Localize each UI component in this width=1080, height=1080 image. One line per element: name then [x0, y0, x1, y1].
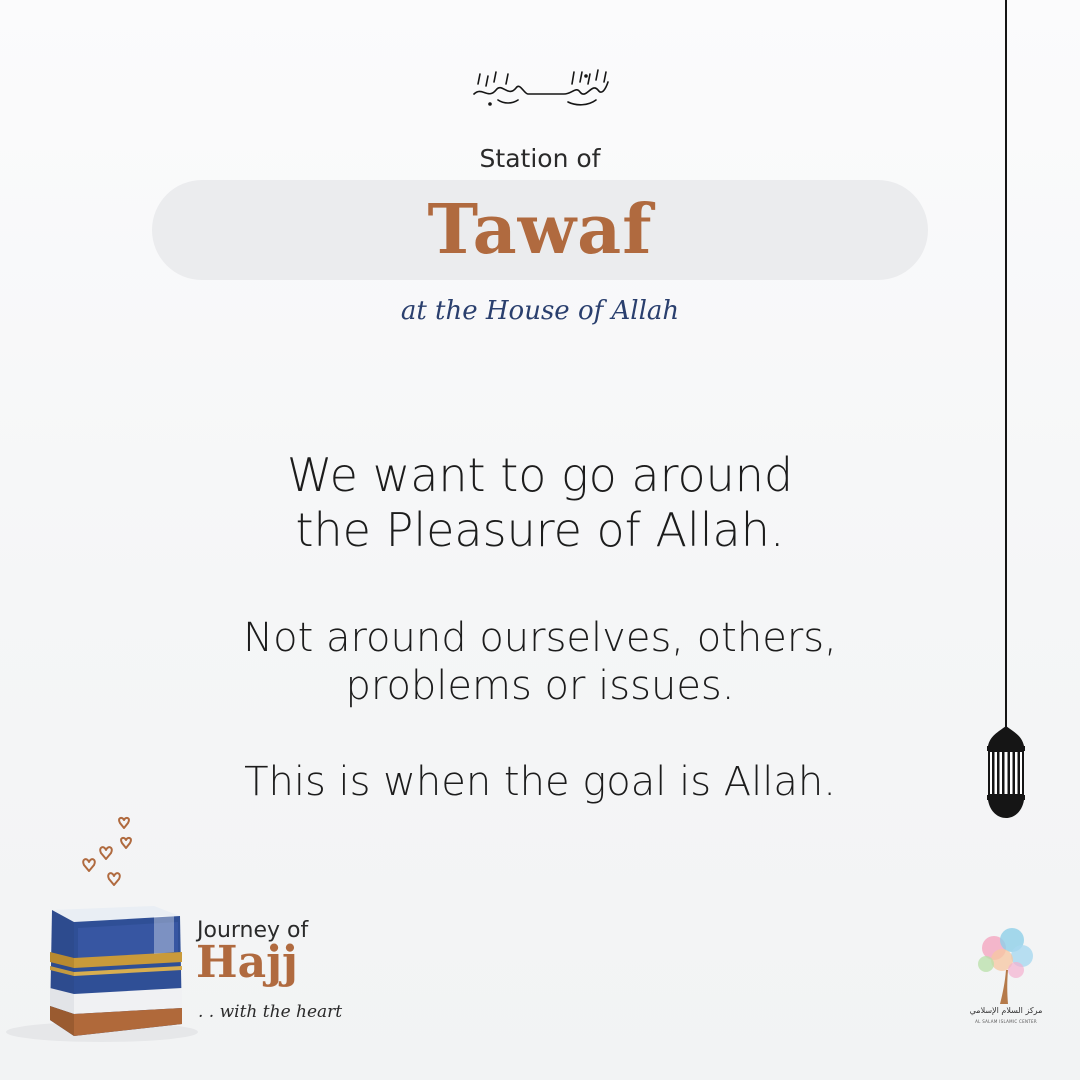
paragraph-1 [0, 448, 1080, 558]
hanging-lantern-icon [984, 724, 1028, 820]
org-name-english: AL SALAM ISLAMIC CENTER [975, 1019, 1037, 1024]
paragraph-2-line-1: Not around ourselves, others, [243, 615, 837, 661]
kaaba-watercolor-icon [4, 896, 200, 1046]
paragraph-2 [0, 614, 1080, 710]
hearts-doodle-icon [80, 812, 140, 896]
page-title: Tawaf [427, 190, 653, 270]
paragraph-1-line-1: We want to go around [286, 448, 794, 502]
basmala-calligraphy-icon [468, 64, 612, 110]
station-label: Station of [479, 144, 601, 173]
series-badge-line-1: Journey of [197, 918, 309, 943]
org-name-arabic: مركز السلام الإسلامي [969, 1006, 1043, 1015]
paragraph-3 [0, 758, 1080, 806]
paragraph-3-line-1: This is when the goal is Allah. [244, 759, 836, 805]
subtitle: at the House of Allah [400, 296, 680, 326]
tree-logo-icon [972, 926, 1040, 1008]
lantern-cord [1005, 0, 1007, 728]
paragraph-1-line-2: the Pleasure of Allah. [295, 503, 785, 558]
series-badge-tagline: . . with the heart [198, 1002, 343, 1022]
series-badge-title: Hajj [196, 937, 298, 988]
title-pill [152, 180, 928, 280]
paragraph-2-line-2: problems or issues. [345, 663, 735, 709]
